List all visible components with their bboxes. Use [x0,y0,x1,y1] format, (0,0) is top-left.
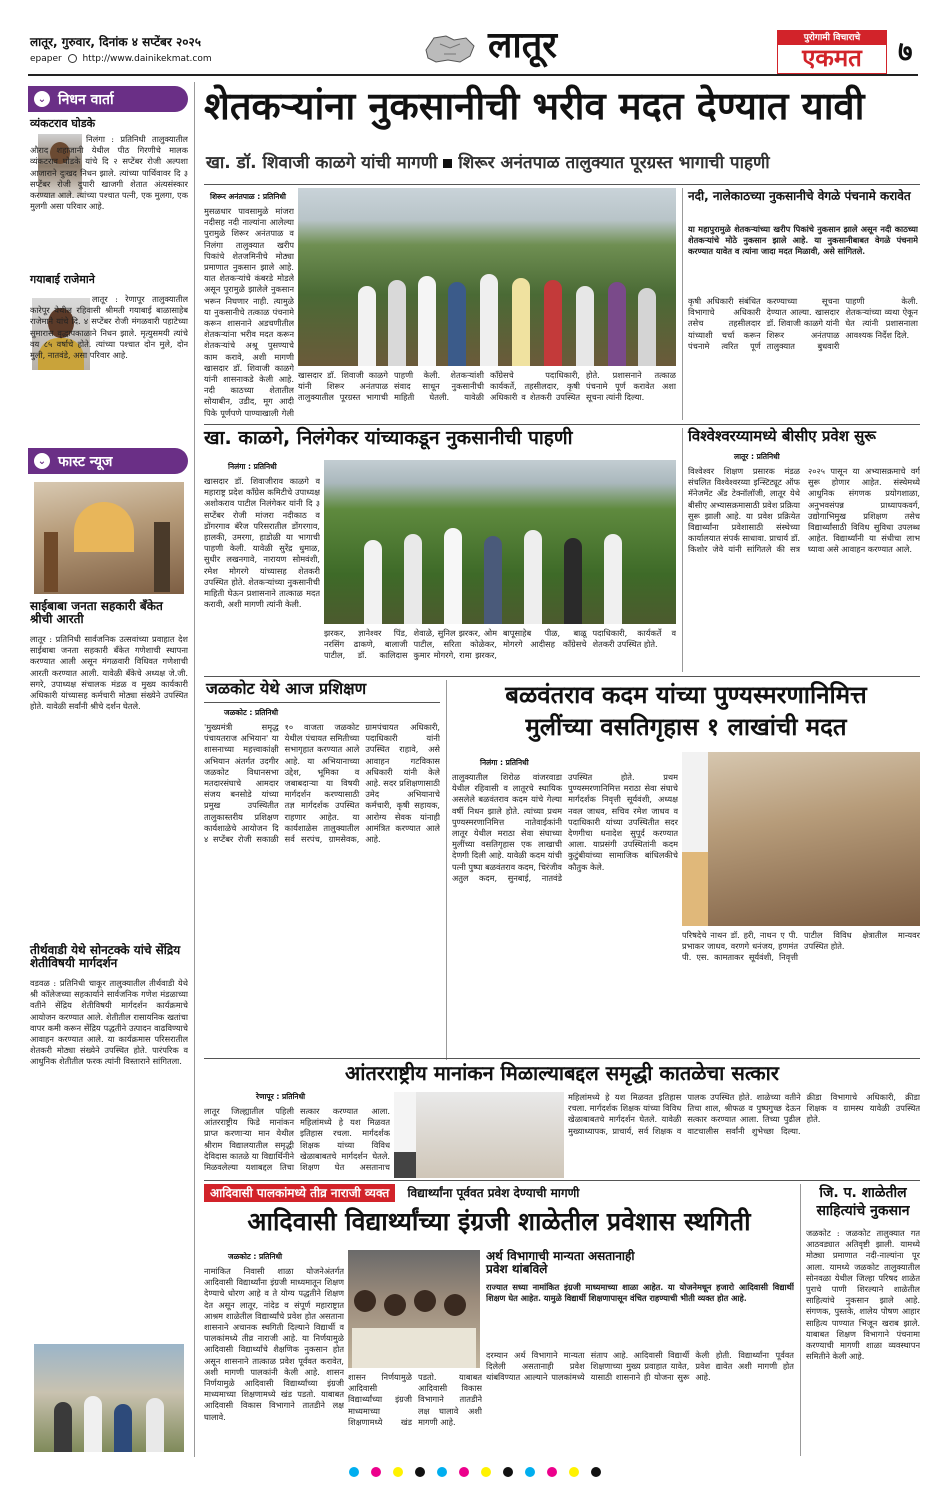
obit-text-2: लातूर : रेणापूर तालुक्यातील कारेपूर येथील रहिवासी श्रीमती गयाबाई बाळासाहेब राजेमाने यांचे दि. ४ सप्टेंबर रोजी मंगळवारी पहाटेच्या सुमारास वृद्धापकाळाने निधन झाले. मृत्युसमयी त्यांचे वय ८५ वर्षाचे होते. त्यांच्या पश्चात दोन मुले, दोन मुली, नातवंडे, असा परिवार आहे. [30,294,188,361]
square-bullet-icon [443,159,452,168]
lead-side-lead: या महापुरामुळे शेतकऱ्यांच्या खरीप पिकांचे नुकसान झाले असून नदी काठच्या शेतकऱ्यांचे मोठे नुकसान झाले आहे. या नुकसानीबाबत वेगळे पंचनामे करण्यात यावेत व त्यांना जादा मदत मिळावी, असे सांगितले. [688,224,918,257]
story2-body: खासदार डॉ. शिवाजीराव काळगे व महाराष्ट्र प्रदेश काँग्रेस कमिटीचे उपाध्यक्ष अशोकराव पाटील निलंगेकर यांनी दि ३ सप्टेंबर रोजी मांजरा नदीकाठ व डोंगरगाव बॅरेज परिसरातील डोंगरगाव, हालकी, उमरगा, हाडोळी या भागाची पाहणी केली. यावेळी सुरेंद्र धुमाळ, सुधीर लखनगावे, नारायण सोमवंशी, रमेश मोगरगे यांच्यासह शेतकरी उपस्थित होते. शेतकऱ्यांच्या नुकसानीची माहिती घेऊन प्रशासनाने तात्काळ मदत करावी, अशी मागणी त्यांनी केली. [204,476,320,610]
fast-news-photo-1 [34,482,184,594]
brand-logo [777,30,887,74]
story6-photo [394,1092,564,1178]
story4-headline: जळकोट येथे आज प्रशिक्षण [206,679,367,698]
story2-headline: खा. काळगे, निलंगेकर यांच्याकडून नुकसानीची पाहणी [204,427,573,449]
obit-name-1: व्यंकटराव घोडके [30,117,96,130]
story7-box [486,1250,794,1456]
print-color-bar [60,1462,890,1476]
lead-subhead-left: खा. डॉ. शिवाजी काळगे यांची मागणी [206,153,438,173]
story3-dateline: लातूर : प्रतिनिधी [734,452,780,461]
story7-kicker-black: विद्यार्थ्यांना पूर्ववत प्रवेश देण्याची मागणी [407,1186,580,1200]
story2-caption: झरकर, ज्ञानेश्वर पिंड, नरसिंग ढाकणे, बालाजी पाटील, डॉ. कालिदास शेवाळे, सुनिल झरकर, ओम पाटील, सरिता कोळेकर, कुमार मोगरगे, रामा झरकर, बापूसाहेब पीळ, बाळू मोगरगे आदीसह काँग्रेसचे पदाधिकारी, कार्यकर्ते व शेतकरी उपस्थित होते. [324,628,676,661]
story5-photo [682,752,920,926]
fast-news-text-1: लातूर : प्रतिनिधी सार्वजनिक उत्सवांच्या प्रवाहात देश साईबाबा जनता सहकारी बँकेत गणेशाची स्थापना करण्यात आली असून मंगळवारी विधिवत गणेशाची आरती करण्यात आली. यावेळी बँकेचे अध्यक्ष जे.जी. सगरे, उपाध्यक्ष संचालक मंडळ व मुख्य कार्यकारी अधिकारी यांच्यासह कर्मचारी मोठ्या संख्येने उपस्थित होते. यावेळी सर्वांनी श्रीचे दर्शन घेतले. [30,634,188,712]
fast-news-header: ⌄ फास्ट न्यूज [28,448,188,474]
story3-headline: विश्वेश्वरय्यामध्ये बीसीए प्रवेश सुरू [688,427,876,445]
brand-name: एकमत [802,44,862,72]
color-dot [591,1467,601,1477]
lead-photo [298,188,676,366]
color-dot [503,1467,513,1477]
color-dot [481,1467,491,1477]
fast-news-photo-2 [34,1344,184,1452]
story2-dateline: निलंगा : प्रतिनिधी [228,462,277,471]
lead-body: मुसळधार पावसामुळे मांजरा नदीसह नदी नाल्यांना आलेल्या पुरामुळे शिरूर अनंतपाळ व निलंगा तालुक्यात खरीप पिकांचे शेतजमिनीचे मोठ्या प्रमाणात नुकसान झाले आहे. यात शेतकऱ्यांचे कंबरडे मोडले असून पुरामुळे झालेले नुकसान भरून निघणार नाही. त्यामुळे या नुकसानीचे तत्काळ पंचनामे करून शासनाने अडचणीतील शेतकऱ्यांना भरीव मदत करून शेतकऱ्यांचे अश्रू पुसण्याचे काम करावे, अशी मागणी खासदार डॉ. शिवाजी काळगे यांनी शासनाकडे केली आहे. नदी काठच्या शेतातील सोयाबीन, उडीद, मूग आदी पिके पूर्णपणे पाण्याखाली गेली [204,206,294,418]
story5-dateline: निलंगा : प्रतिनिधी [480,758,529,767]
story5-body: तालुक्यातील शिरोळ वांजरवाडा येथील रहिवासी व लातूरचे स्थायिक असलेले बळवंतराव कदम यांचे गेल्या वर्षी निधन झाले होते. त्यांच्या प्रथम पुण्यस्मरणानिमित्त नातेवाईकांनी लातूर येथील मराठा सेवा संघाच्या मुलींच्या वसतिगृहास एक लाखाची देणगी दिली आहे. यावेळी कदम यांची पत्नी पुष्पा बळवंतराव कदम, चिरंजीव अतुल कदम, सुनबाई, नातवंडे उपस्थित होते. प्रथम पुण्यस्मरणानिमित्त मराठा सेवा संघाचे मार्गदर्शक निवृत्ती सूर्यवंशी, अध्यक्ष नवल जाधव, सचिव रमेश जाधव व पदाधिकारी यांच्या उपस्थितीत सदर देणगीचा धनादेश सुपूर्द करण्यात आला. याप्रसंगी उपस्थितांनी कदम कुटुंबीयांच्या सामाजिक बांधिलकीचे कौतुक केले. [452,772,678,883]
globe-icon [68,54,77,63]
lead-side-headline: नदी, नालेकाठच्या नुकसानीचे वेगळे पंचनामे करावेत [688,189,911,203]
color-dot [349,1467,359,1477]
epaper-line [30,54,212,64]
story6-body: लातूर जिल्ह्यातील पहिली आंतरराष्ट्रीय फिडे मानांकन प्राप्त करणाऱ्या मान येथील श्रीराम विद्यालयातील समृद्धी देविदास कातळे या विद्यार्थिनीने मिळवलेल्या यशाबद्दल तिचा सत्कार करण्यात आला. महिलांमध्ये हे यश मिळवत इतिहास रचला. मार्गदर्शक शिक्षक यांच्या विविध खेळाबाबतचे मार्गदर्शन घेतले. शिक्षण घेत असतानाच [204,1106,390,1173]
map-icon [420,30,480,68]
lead-side-body: कृषी अधिकारी संबंधित विभागाचे अधिकारी तसेच तहसीलदार यांच्याशी चर्चा करून पंचनामे त्वरित पूर्ण करण्याच्या सूचना देण्यात आल्या. खासदार डॉ. शिवाजी काळगे यांनी शिरूर अनंतपाळ तालुक्यात बुधवारी पाहणी केली. शेतकऱ्यांच्या व्यथा ऐकून घेत त्यांनी प्रशासनाला आवश्यक निर्देश दिले. [688,296,918,351]
story7-kicker [204,1184,794,1204]
color-dot [437,1467,447,1477]
story5-caption: परिषदेचे नाथन डॉ. हरी, नाथन ए पी. प्रभाकर जाधव, वरणगे धनंजय, हणमंत पी. एस. कामताकर सूर्यवंशी, निवृत्ती पाटील विविध क्षेत्रातील मान्यवर उपस्थित होते. [682,930,920,963]
story7-headline: आदिवासी विद्यार्थ्यांच्या इंग्रजी शाळेतील प्रवेशास स्थगिती [247,1207,751,1236]
story7-box-body: दरम्यान अर्थ विभागाने मान्यता दिलेली असतानाही प्रवेश थांबविण्यात आल्याने पालकांमध्ये संताप आहे. आदिवासी विद्यार्थी शिक्षणाच्या मुख्य प्रवाहात यावेत, यासाठी शासनाने ही योजना सुरू केली होती. विद्यार्थ्यांना पूर्ववत प्रवेश द्यावेत अशी मागणी होत आहे. [486,1350,794,1383]
section-title: लातूर [488,25,557,66]
story7-side-headline-2: साहित्यांचे नुकसान [816,1203,910,1219]
lead-subhead-right: शिरूर अनंतपाळ तालुक्यात पूरग्रस्त भागाची पाहणी [458,153,770,173]
color-dot [415,1467,425,1477]
color-dot [459,1467,469,1477]
sidebar [28,82,188,1457]
story6-dateline: रेणापूर : प्रतिनिधी [256,1092,306,1101]
lead-subhead [206,150,922,173]
story7-kicker-red: आदिवासी पालकांमध्ये तीव्र नाराजी व्यक्त [204,1184,395,1202]
story7-dateline: जळकोट : प्रतिनिधी [228,1252,283,1261]
story7-photo [348,1250,480,1368]
chevron-down-icon: ⌄ [34,453,50,469]
obit-text-1: निलंगा : प्रतिनिधी तालुक्यातील औराद शहाजानी येथील पीठ गिरणीचे मालक व्यंकटराव घोडके यांचे दि २ सप्टेंबर रोजी अल्पशा आजाराने दुःखद निधन झाले. त्यांच्या पार्थिवावर दि ३ सप्टेंबर रोजी दुपारी खाजगी शेतात अंत्यसंस्कार करण्यात आले. त्यांच्या पश्चात पत्नी, एक मुलगा, एक मुलगी असा परिवार आहे. [30,134,188,212]
color-dot [393,1467,403,1477]
fast-news-text-2: वडवळ : प्रतिनिधी चाकूर तालुक्यातील तीर्थवाडी येथे श्री कॉलेजच्या सहकार्याने सार्वजनिक गणेश मंडळाच्या वतीने सेंद्रिय शेतीविषयी मार्गदर्शन कार्यक्रमाचे आयोजन करण्यात आले. शेतीतील रासायनिक खतांचा वापर कमी करून सेंद्रिय पद्धतीने उत्पादन वाढविण्याचे आवाहन करण्यात आले. या कार्यक्रमास परिसरातील शेतकरी मोठ्या संख्येने उपस्थित होते. पारंपरिक व आधुनिक शेतीतील फरक त्यांनी विस्ताराने सांगितला. [30,978,188,1067]
lead-headline: शेतकऱ्यांना नुकसानीची भरीव मदत देण्यात यावी [204,84,865,128]
obit-name-2: गयाबाई राजेमाने [30,273,95,286]
epaper-url[interactable]: http://www.dainikekmat.com [82,54,212,64]
date-line: लातूर, गुरुवार, दिनांक ४ सप्टेंबर २०२५ [30,35,201,49]
chevron-down-icon: ⌄ [34,91,50,107]
story7-side-headline-1: जि. प. शाळेतील [819,1185,907,1201]
story3-body: विश्वेश्वर शिक्षण प्रसारक मंडळ संचलित विश्वेश्वरय्या इन्स्टिट्यूट ऑफ मॅनेजमेंट अँड टेक्नॉलॉजी, लातूर येथे बीसीए अभ्यासक्रमासाठी प्रवेश प्रक्रिया सुरू झाली आहे. या प्रवेश प्रक्रियेत विद्यार्थ्यांना प्रवेशासाठी संस्थेच्या कार्यालयात संपर्क साधावा. प्राचार्य डॉ. किशोर जेवे यांनी सांगितले की सत्र २०२५ पासून या अभ्यासक्रमाचे वर्ग सुरू होणार आहेत. संस्थेमध्ये आधुनिक संगणक प्रयोगशाळा, अनुभवसंपन्न प्राध्यापकवर्ग, उद्योगाभिमुख प्रशिक्षण तसेच विद्यार्थ्यांसाठी विविध सुविधा उपलब्ध आहेत. विद्यार्थ्यांनी या संधीचा लाभ घ्यावा असे आवाहन करण्यात आले. [688,466,920,555]
story7-box-headline: अर्थ विभागाची मान्यता असतानाही प्रवेश थांबविले [486,1249,635,1277]
fast-news-title-1: साईबाबा जनता सहकारी बँकेत श्रीची आरती [30,599,163,627]
page-number: ७ [898,35,913,68]
story7-box-lead: राज्यात सध्या नामांकित इंग्रजी माध्यमाच्या शाळा आहेत. या योजनेमधून हजारो आदिवासी विद्यार्थी शिक्षण घेत आहेत. यामुळे विद्यार्थी शिक्षणापासून वंचित राहण्याची भीती व्यक्त होत आहे. [486,1282,794,1304]
story7-body: नामांकित निवासी शाळा योजनेअंतर्गत आदिवासी विद्यार्थ्यांना इंग्रजी माध्यमातून शिक्षण देण्याचे धोरण आहे व ते योग्य पद्धतीने शिक्षण देत असून लातूर, नांदेड व संपूर्ण महाराष्ट्रात आश्रम शाळेतील विद्यार्थ्यांचे प्रवेश होत असताना शासनाने अचानक स्थगिती दिल्याने विद्यार्थी व पालकांमध्ये तीव्र नाराजी आहे. या निर्णयामुळे आदिवासी विद्यार्थ्यांचे शैक्षणिक नुकसान होत असून शासनाने तात्काळ प्रवेश पूर्ववत करावेत, अशी मागणी पालकांनी केली आहे. शासन निर्णयामुळे आदिवासी विद्यार्थ्यांच्या इंग्रजी माध्यमाच्या शिक्षणामध्ये खंड पडतो. याबाबत आदिवासी विकास विभागाने तातडीने लक्ष घालावे. [204,1266,344,1422]
story7-side-body: जळकोट : जळकोट तालुक्यात गत आठवड्यात अतिवृष्टी झाली. यामध्ये मोठ्या प्रमाणात नदी-नाल्यांना पूर आला. यामध्ये जळकोट तालुक्यातील सोनवळा येथील जिल्हा परिषद शाळेत पुराचे पाणी शिरल्याने शाळेतील साहित्यांचे नुकसान झाले आहे. संगणक, पुस्तके, शालेय पोषण आहार साहित्य पाण्यात भिजून खराब झाले. याबाबत शिक्षण विभागाने पंचनामा करण्याची मागणी शाळा व्यवस्थापन समितीने केली आहे. [806,1228,920,1362]
masthead [0,0,945,76]
story6-headline: आंतरराष्ट्रीय मानांकन मिळाल्याबद्दल समृद्धी कातळेचा सत्कार [345,1061,779,1085]
color-dot [547,1467,557,1477]
story5-headline-1: बळवंतराव कदम यांच्या पुण्यस्मरणानिमित्त [505,681,867,709]
brand-tagline: पुरोगामी विचाराचे [778,31,886,45]
story4-body: 'मुख्यमंत्री समृद्ध पंचायतराज अभियान' या शासनाच्या महत्त्वाकांक्षी अभियान अंतर्गत उदगीर जळकोट विधानसभा मतदारसंघाचे आमदार संजय बनसोडे यांच्या प्रमुख उपस्थितीत तालुकास्तरीय प्रशिक्षण कार्यशाळेचे आयोजन दि ४ सप्टेंबर रोजी सकाळी १० वाजता जळकोट येथील पंचायत समितीच्या सभागृहात करण्यात आले आहे. या अभियानाच्या उद्देश, भूमिका व जबाबदाऱ्या या विषयी मार्गदर्शन करण्यासाठी तज्ञ मार्गदर्शक उपस्थित राहणार आहेत. या कार्यशाळेस तालुक्यातील सर्व सरपंच, ग्रामसेवक, ग्रामपंचायत अधिकारी, पदाधिकारी यांनी उपस्थित राहावे, असे आवाहन गटविकास अधिकारी यांनी केले आहे. सदर प्रशिक्षणासाठी उमेद अभियानाचे कर्मचारी, कृषी सहायक, आरोग्य सेवक यांनाही आमंत्रित करण्यात आले आहे. [204,722,440,845]
story7-body-cont: शासन निर्णयामुळे आदिवासी विद्यार्थ्यांच्या इंग्रजी माध्यमाच्या शिक्षणामध्ये खंड पडतो. याबाबत आदिवासी विकास विभागाने तातडीने लक्ष घालावे अशी मागणी आहे. [348,1372,482,1427]
obituary-header: ⌄ निधन वार्ता [28,86,188,112]
story2-photo [324,460,676,624]
story6-body-cont: महिलांमध्ये हे यश मिळवत इतिहास रचला. मार्गदर्शक शिक्षक यांच्या विविध खेळाबाबतचे मार्गदर्शन घेतले. यावेळी मुख्याध्यापक, प्राचार्य, सर्व शिक्षक व पालक उपस्थित होते. शाळेच्या वतीने तिचा शाल, श्रीफळ व पुष्पगुच्छ देऊन सत्कार करण्यात आला. तिच्या पुढील वाटचालीस सर्वांनी शुभेच्छा दिल्या. क्रीडा विभागाचे अधिकारी, क्रीडा शिक्षक व ग्रामस्थ यावेळी उपस्थित होते. [568,1092,920,1136]
story4-dateline: जळकोट : प्रतिनिधी [224,708,279,717]
lead-body-cont: खासदार डॉ. शिवाजी काळगे यांनी शिरूर अनंतपाळ तालुक्यातील पूरग्रस्त भागाची पाहणी केली. शेतकऱ्यांशी संवाद साधून नुकसानीची माहिती घेतली. यावेळी काँग्रेसचे पदाधिकारी, कार्यकर्ते, तहसीलदार, कृषी अधिकारी व शेतकरी उपस्थित होते. प्रशासनाने तत्काळ पंचनामे पूर्ण करावेत अशा सूचना त्यांनी दिल्या. [298,370,676,403]
epaper-label: epaper [30,54,62,64]
lead-dateline: शिरूर अनंतपाळ : प्रतिनिधी [210,192,286,201]
story5-headline-2: मुलींच्या वसतिगृहास १ लाखांची मदत [525,713,847,741]
fast-news-title-2: तीर्थवाडी येथे सोनटक्के यांचे सेंद्रिय शेतीविषयी मार्गदर्शन [30,943,181,971]
color-dot [569,1467,579,1477]
color-dot [525,1467,535,1477]
color-dot [371,1467,381,1477]
